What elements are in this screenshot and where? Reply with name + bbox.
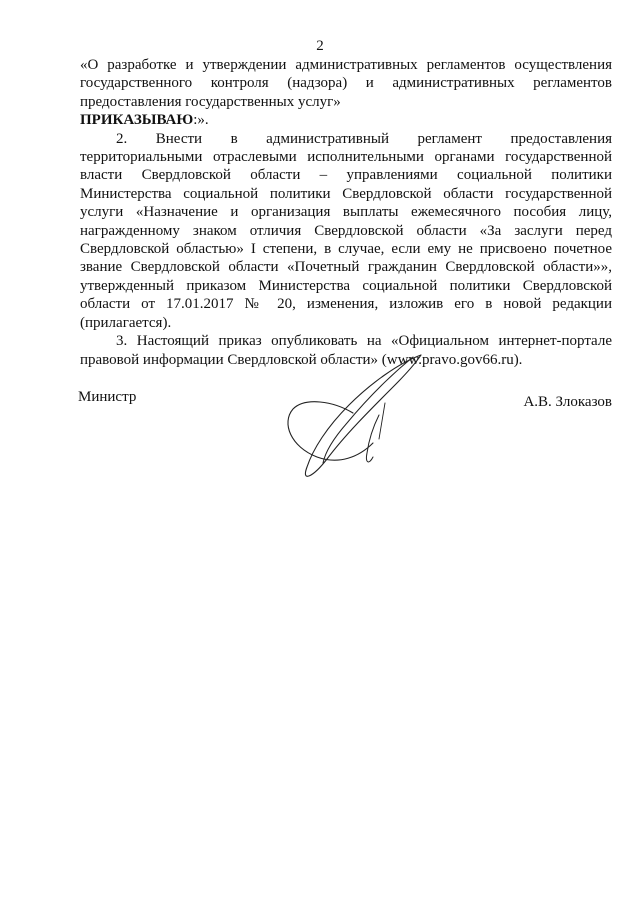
clause-3: 3. Настоящий приказ опубликовать на «Официальном интернет-портале правовой информации Свердловской области» (www.pravo.gov66.ru).	[80, 333, 612, 368]
document-body	[80, 56, 612, 369]
handwritten-signature	[283, 353, 423, 493]
signatory-name: А.В. Злоказов	[523, 394, 612, 410]
order-statement	[80, 111, 612, 129]
signature-block	[78, 380, 612, 520]
order-keyword-tail: :».	[193, 112, 209, 129]
order-keyword: ПРИКАЗЫВАЮ	[80, 112, 194, 129]
clause-2: 2. Внести в административный регламент предоставления территориальными отраслевыми исполнительными органами государственной власти Свердловской области – управлениями социальной политики Министерства социальной политики Свердловской области государственной услуги «Назначение и организация выплаты ежемесячного пособия лицу, награжденному знаком отличия Свердловской области «За заслуги перед Свердловской областью» I степени, в случае, если ему не присвоено почетное звание Свердловской области «Почетный гражданин Свердловской области»», утвержденный приказом Министерства социальной политики Свердловской области от 17.01.2017 № 20, изменения, изложив его в новой редакции (прилагается).	[80, 130, 612, 331]
quoted-order-title: «О разработке и утверждении административных регламентов осуществления государственного контроля (надзора) и административных регламентов предоставления государственных услуг»	[80, 57, 612, 110]
page-number: 2	[316, 38, 324, 54]
signatory-position: Министр	[78, 389, 137, 405]
